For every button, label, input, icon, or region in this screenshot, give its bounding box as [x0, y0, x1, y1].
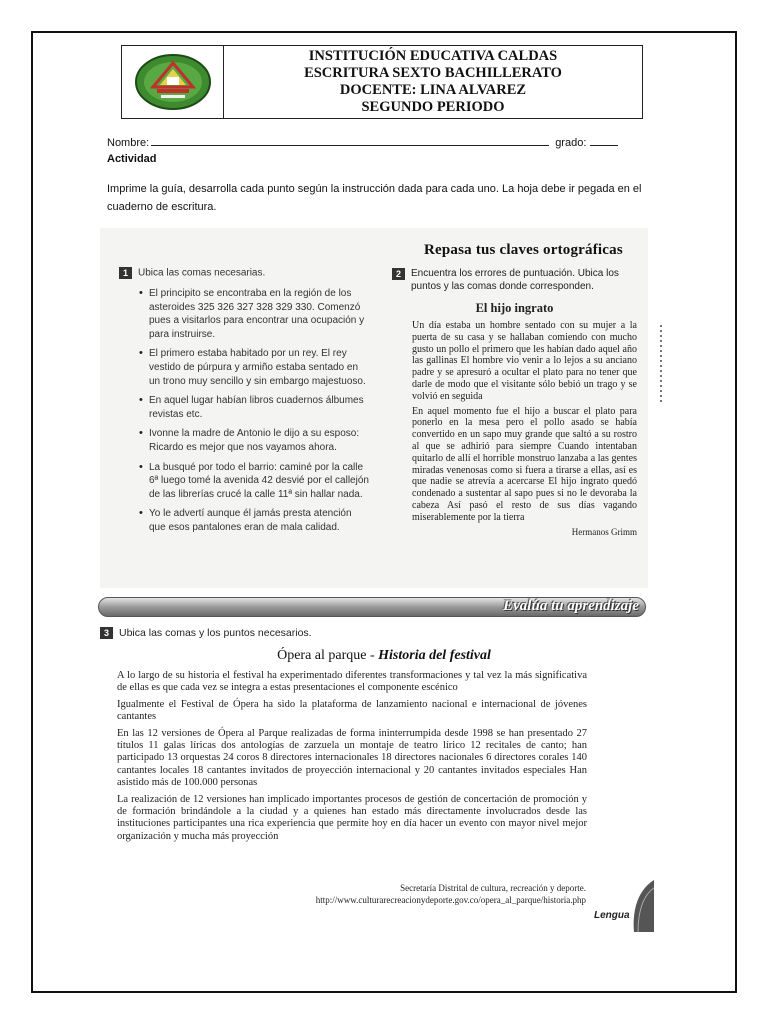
exercise-1-list [119, 287, 369, 535]
exercise-2 [392, 267, 637, 537]
opera-paragraph: A lo largo de su historia el festival ha experimentado diferentes transformaciones y tal vez la más significativa de ellas es que cada vez se integra a estas presentaciones el componente escénico [117, 670, 587, 694]
source-line: Secretaría Distrital de cultura, recreación y deporte. [400, 883, 586, 893]
list-item: • La busqué por todo el barrio: caminé por la calle 6ª luego tomé la avenida 42 desvié por el callejón de las librerías crucé la calle 11ª sin hallar nada. [119, 461, 369, 502]
header-line-institution: INSTITUCIÓN EDUCATIVA CALDAS [308, 48, 558, 64]
story-author: Hermanos Grimm [571, 526, 637, 537]
school-crest-icon [133, 53, 213, 111]
actividad-label: Actividad [107, 153, 157, 165]
opera-text [117, 670, 587, 847]
opera-title-main: Ópera al parque - [277, 648, 379, 663]
evalua-banner-label: Evalúa tu aprendizaje [503, 598, 639, 614]
source-citation [316, 882, 586, 906]
repasa-title: Repasa tus claves ortográficas [424, 242, 623, 258]
evalua-banner [98, 597, 646, 617]
list-item: • El principito se encontraba en la región de los asteroides 325 326 327 328 329 330. Comenzó pues a visitarlos para encontrar una ocupación y para instruirse. [119, 287, 369, 341]
grado-label: grado: [555, 137, 587, 149]
story-paragraph: Un día estaba un hombre sentado con su mujer a la puerta de su casa y se hallaban comiendo con mucho gusto un pollo el primero que les habían dado aquel año las gallinas El hombre vio venir a lo lejos a su anciano padre y se apresuró a ocultar el plato para no tener que darle de modo que el visitante sólo bebió un trago y se volvió en seguida [412, 320, 637, 402]
exercise-1 [119, 267, 369, 541]
exercise-number-badge: 1 [119, 267, 132, 279]
grado-field[interactable] [590, 136, 618, 146]
nombre-field[interactable] [151, 136, 549, 146]
exercise-2-title: Encuentra los errores de puntuación. Ubica los puntos y las comas donde corresponden. [411, 268, 619, 292]
scan-margin-marks [660, 325, 662, 405]
source-url: http://www.culturarecreacionydeporte.gov.co/opera_al_parque/historia.php [315, 895, 586, 905]
exercise-number-badge: 3 [100, 627, 113, 639]
institution-header [121, 45, 643, 119]
story-title: El hijo ingrato [475, 301, 554, 315]
header-line-teacher: DOCENTE: LINA ALVAREZ [339, 82, 527, 98]
opera-paragraph: Igualmente el Festival de Ópera ha sido la plataforma de lanzamiento nacional e internacional de jóvenes cantantes [117, 698, 587, 723]
story-paragraph: En aquel momento fue el hijo a buscar el plato para ponerlo en la mesa pero el pollo asado se había convertido en un sapo muy grande que saltó a su rostro al que se adhirió para siempre Cuando intentaban quitarlo de allí el horrible monstruo lanzaba a las gentes miradas venenosas como si fuera a tirarse a ellas, así es que nadie se atrevía a acercarse El hijo ingrato quedó condenado a sustentar al sapo pues si no le devoraba la cabeza Así pasó el resto de sus días vagando miserablemente por la tierra [412, 405, 637, 523]
list-item: • Ivonne la madre de Antonio le dijo a su esposo: Ricardo es mejor que nos vayamos ahora. [119, 427, 369, 454]
list-item: • El primero estaba habitado por un rey. El rey vestido de púrpura y armiño estaba sentado en un trono muy sencillo y sin embargo majestuoso. [119, 347, 369, 388]
name-grade-row [107, 136, 647, 149]
opera-paragraph: En las 12 versiones de Ópera al Parque realizadas de forma ininterrumpida desde 1998 se han presentado 27 títulos 11 galas líricas dos antologías de zarzuela un montaje de teatro lírico 12 recitales de canto; han participado 13 orquestas 24 coros 8 directores internacionales 18 directores nacionales 6 directores corales 140 cantantes locales 18 cantantes invitados de proyección internacional y 20 cantantes invitados especiales Han asistido más de 100.000 personas [117, 727, 587, 789]
instructions-text: Imprime la guía, desarrolla cada punto según la instrucción dada para cada uno. La hoja debe ir pegada en el cuaderno de escritura. [107, 183, 642, 213]
list-item: • Yo le advertí aunque él jamás presta atención que esos pantalones eran de mala calidad. [119, 507, 369, 534]
list-item: • En aquel lugar habían libros cuadernos álbumes revistas etc. [119, 394, 369, 421]
school-logo [122, 46, 224, 118]
footer-subject-label: Lengua [594, 910, 630, 921]
exercise-3-title-row [100, 627, 312, 639]
exercise-1-title: Ubica las comas necesarias. [138, 267, 266, 279]
page-corner-icon [630, 880, 654, 932]
header-line-period: SEGUNDO PERIODO [361, 99, 505, 115]
nombre-label: Nombre: [107, 137, 150, 149]
opera-title-italic: Historia del festival [378, 648, 491, 663]
opera-title [0, 648, 768, 664]
header-line-subject: ESCRITURA SEXTO BACHILLERATO [304, 65, 562, 81]
exercise-number-badge: 2 [392, 268, 405, 280]
exercise-3-title: Ubica las comas y los puntos necesarios. [119, 627, 312, 639]
opera-paragraph: La realización de 12 versiones han implicado importantes procesos de gestión de concertación de promoción y de formación brindándole a la ciudad y a quienes han estado más directamente involucrados desde las instituciones participantes una rica experiencia que permite hoy en día hacer un evento con mayor nivel mejor organización y mucha más proyección [117, 793, 587, 842]
